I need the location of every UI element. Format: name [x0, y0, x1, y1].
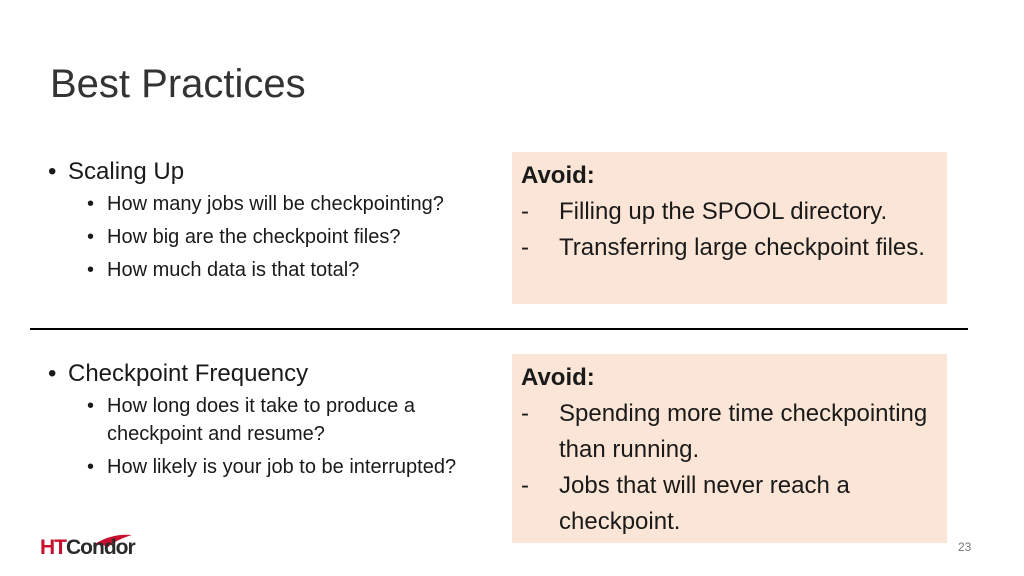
- sub-bullet: • How much data is that total?: [87, 256, 488, 284]
- avoid-list: [521, 396, 935, 540]
- avoid-list: [521, 194, 935, 266]
- sub-bullet: • How likely is your job to be interrupted?: [87, 453, 488, 481]
- sub-bullet: • How long does it take to produce a checkpoint and resume?: [87, 392, 488, 448]
- logo-wordmark: [40, 536, 135, 560]
- avoid-box-frequency: [512, 354, 947, 543]
- section-checkpoint-frequency: [48, 358, 488, 486]
- logo-part-ht: HT: [40, 536, 66, 559]
- avoid-item: - Transferring large checkpoint files.: [521, 230, 935, 266]
- bullet-checkpoint-frequency: • Checkpoint Frequency: [48, 358, 488, 390]
- section-divider: [30, 328, 968, 330]
- section-scaling-up: [48, 156, 488, 289]
- sub-bullet-list: [48, 190, 488, 284]
- sub-bullet: • How big are the checkpoint files?: [87, 223, 488, 251]
- avoid-item: - Spending more time checkpointing than running.: [521, 396, 935, 468]
- slide-title: Best Practices: [50, 62, 306, 106]
- sub-bullet: • How many jobs will be checkpointing?: [87, 190, 488, 218]
- avoid-label: Avoid:: [521, 364, 595, 391]
- htcondor-logo: [40, 532, 140, 562]
- avoid-item: - Filling up the SPOOL directory.: [521, 194, 935, 230]
- avoid-item: - Jobs that will never reach a checkpoint.: [521, 468, 935, 540]
- sub-bullet-list: [48, 392, 488, 481]
- avoid-box-scaling: [512, 152, 947, 304]
- page-number: 23: [958, 540, 972, 554]
- bullet-scaling-up: • Scaling Up: [48, 156, 488, 188]
- logo-part-condor: Condor: [66, 536, 135, 559]
- avoid-label: Avoid:: [521, 162, 595, 189]
